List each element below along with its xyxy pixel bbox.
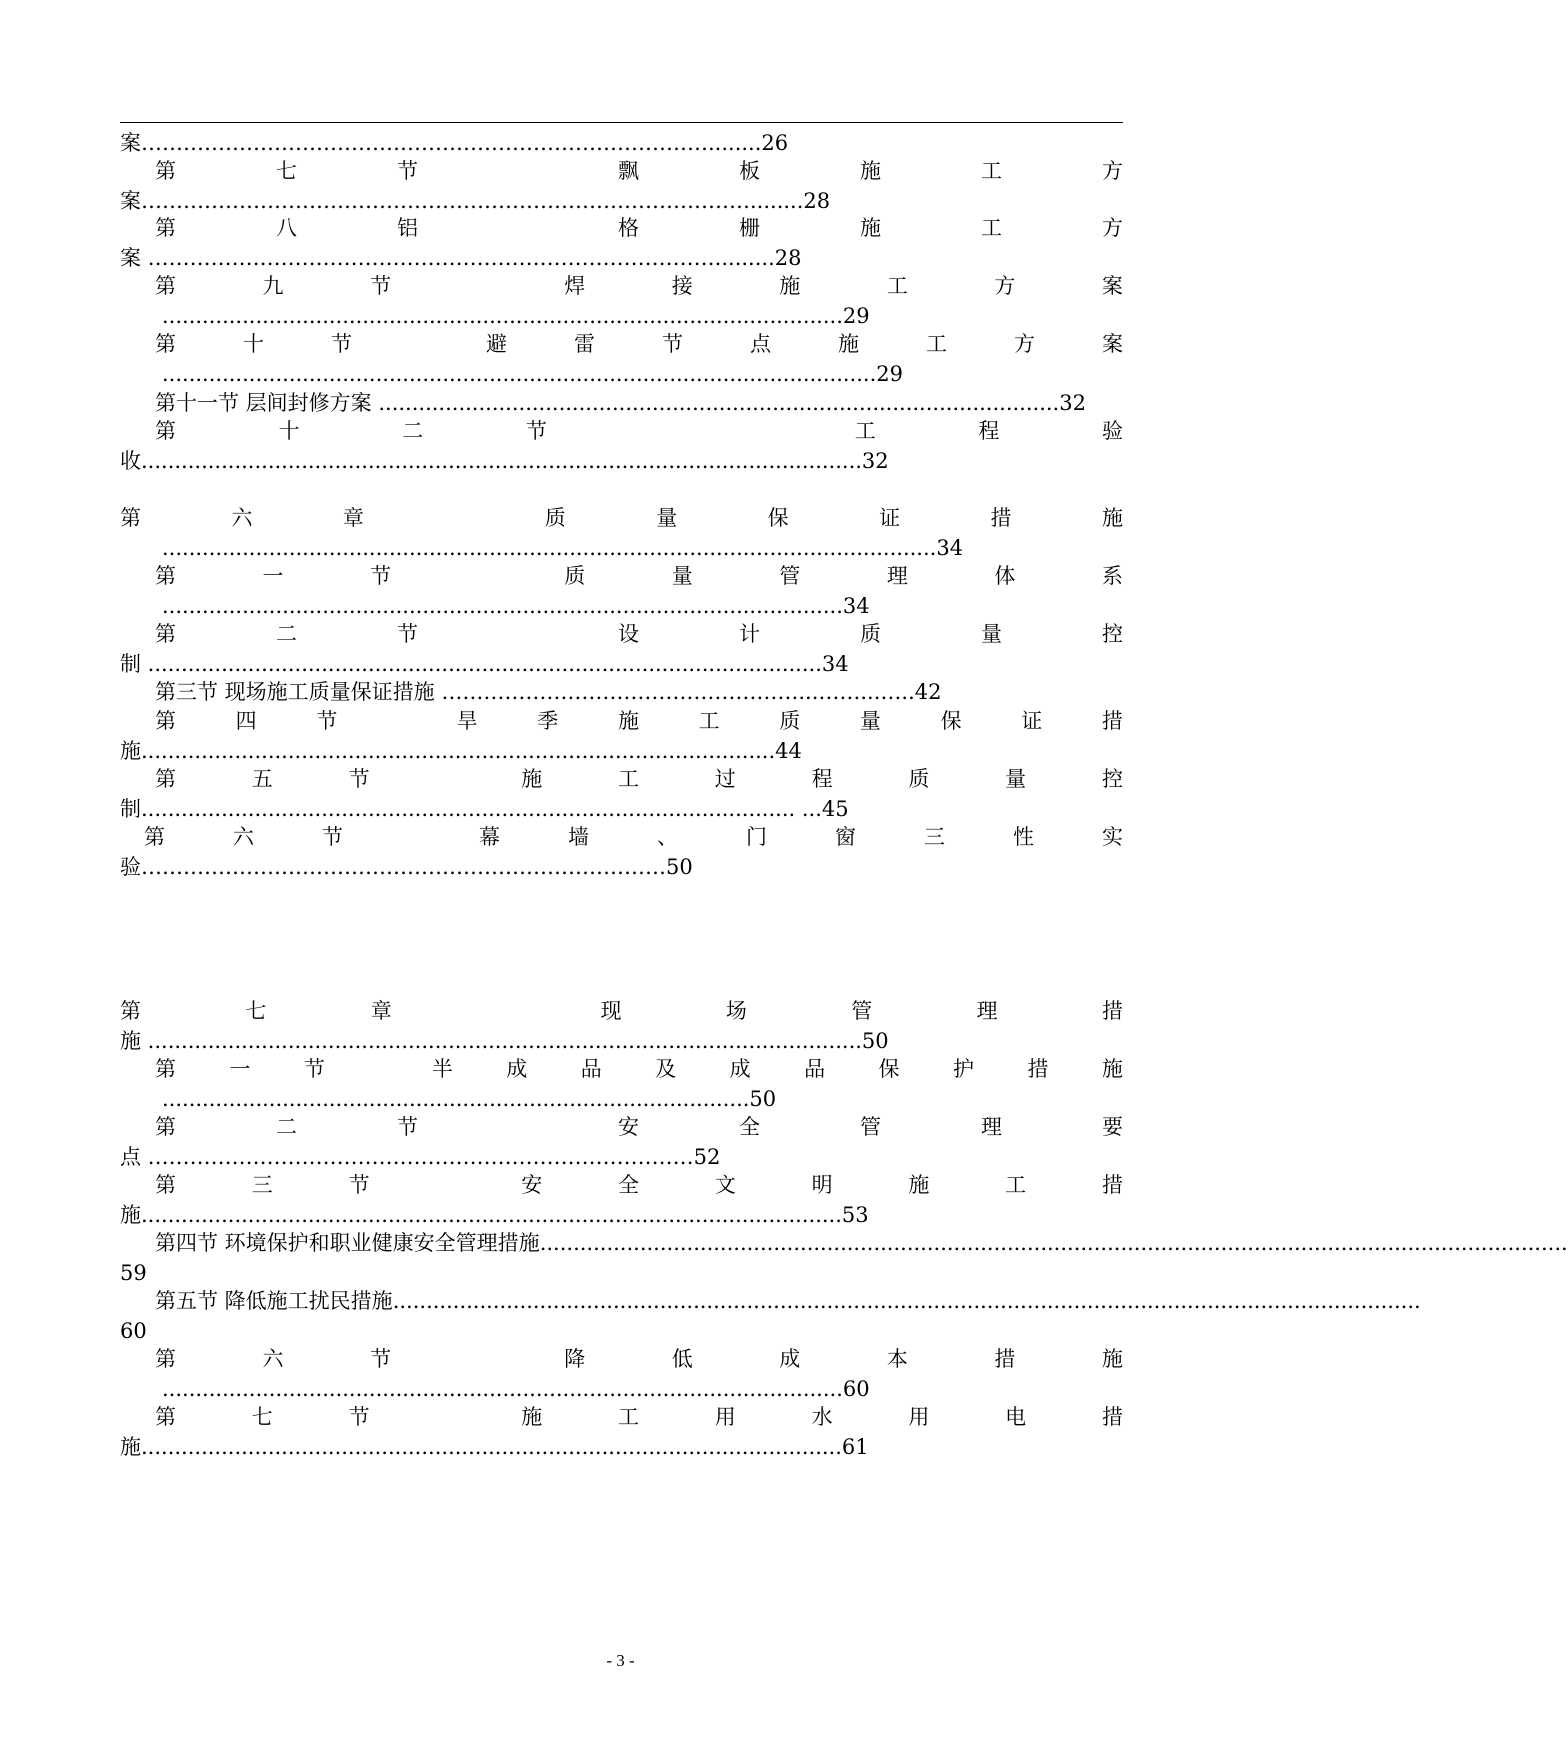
toc-entry-tail: [120, 1432, 1123, 1462]
toc-text: 九: [262, 274, 284, 298]
toc-text: 程: [811, 767, 833, 791]
toc-text: 焊: [564, 274, 586, 298]
toc-text: 第: [155, 767, 176, 791]
toc-text: 管: [851, 999, 873, 1023]
toc-text: 低: [671, 1347, 693, 1371]
toc-text: 实: [1102, 825, 1123, 849]
toc-entry-jline: [120, 561, 1123, 591]
toc-text: 质: [860, 622, 881, 646]
toc-text: 证: [1021, 709, 1043, 733]
toc-entry-tail: [120, 243, 1123, 273]
toc-text: 工: [617, 1405, 639, 1429]
toc-text: 59: [120, 1261, 147, 1285]
toc-entry-tail: [120, 736, 1123, 766]
toc-text: 施: [908, 1173, 930, 1197]
toc-entry-tail: [120, 1258, 1123, 1288]
toc-text: 节: [348, 1173, 370, 1197]
toc-text: 安: [618, 1115, 639, 1139]
toc-text: 施: [521, 1405, 543, 1429]
toc-text: 水: [811, 1405, 833, 1429]
toc-text: 雷: [574, 332, 595, 356]
toc-text: 幕: [479, 825, 500, 849]
toc-entry-jline: [120, 271, 1123, 301]
toc-text: 措: [1027, 1057, 1049, 1081]
toc-text: 案………………………………………………………………………........26: [120, 131, 789, 155]
toc-entry-tail: [120, 301, 1123, 331]
toc-text: 量: [981, 622, 1002, 646]
toc-text: 全: [739, 1115, 760, 1139]
toc-entry-jline: [120, 213, 1123, 243]
toc-text: 第: [155, 709, 176, 733]
toc-text: 旱: [456, 709, 478, 733]
toc-entry-tail: [120, 446, 1123, 476]
toc-text: 措: [1101, 1405, 1123, 1429]
toc-text: 一: [229, 1057, 251, 1081]
toc-text: 节: [316, 709, 338, 733]
toc-text: 案: [1102, 332, 1123, 356]
toc-text: 方: [1102, 159, 1123, 183]
toc-text: 及: [655, 1057, 677, 1081]
toc-text: 点 ……………………………………………………………………52: [120, 1145, 721, 1169]
toc-text: 施.........................................................................................................61: [120, 1435, 869, 1459]
toc-text: 工: [1005, 1173, 1027, 1197]
toc-text: 质: [564, 564, 586, 588]
toc-text: 管: [860, 1115, 881, 1139]
toc-text: 十: [278, 419, 300, 443]
toc-text: 章: [370, 999, 392, 1023]
toc-text: 本: [886, 1347, 908, 1371]
toc-text: 施: [860, 216, 881, 240]
toc-text: ......................................................................................................29: [162, 304, 870, 328]
toc-chapter-jline: [120, 503, 1123, 533]
toc-text: 第: [155, 332, 176, 356]
toc-text: 理: [886, 564, 908, 588]
toc-text: 点: [750, 332, 771, 356]
toc-text: ...........................................................................................................29: [162, 362, 903, 386]
toc-text: 七: [276, 159, 297, 183]
toc-text: 第三节 现场施工质量保证措施 ……………………………………………...……...…..42: [155, 680, 942, 704]
toc-text: 三: [251, 1173, 273, 1197]
toc-text: 接: [671, 274, 693, 298]
toc-text: 保: [767, 506, 789, 530]
toc-text: 品: [804, 1057, 826, 1081]
toc-text: 一: [262, 564, 284, 588]
toc-text: 控: [1101, 767, 1123, 791]
toc-text: 方: [1014, 332, 1035, 356]
toc-text: 质: [908, 767, 930, 791]
toc-text: 六: [262, 1347, 284, 1371]
toc-entry-inline: [120, 1286, 1421, 1316]
toc-text: 第: [155, 419, 176, 443]
toc-text: 系: [1101, 564, 1123, 588]
toc-text: 措: [990, 506, 1012, 530]
toc-text: 程: [978, 419, 1000, 443]
toc-text: 季: [537, 709, 559, 733]
page-number: - 3 -: [606, 1651, 635, 1670]
toc-text: 计: [739, 622, 760, 646]
toc-text: 避: [486, 332, 507, 356]
toc-entry-jline: [120, 1402, 1123, 1432]
toc-entry-tail: [120, 1316, 1123, 1346]
toc-text: 降: [564, 1347, 586, 1371]
toc-text: 八: [276, 216, 297, 240]
toc-text: 工: [981, 159, 1002, 183]
toc-entry-inline: [120, 388, 1123, 418]
toc-text: 窗: [835, 825, 856, 849]
toc-text: 用: [908, 1405, 930, 1429]
toc-text: 节: [370, 564, 392, 588]
toc-text: 节: [348, 767, 370, 791]
toc-text: 制 .....................................................................................................34: [120, 652, 849, 676]
toc-text: 施: [860, 159, 881, 183]
toc-text: 工: [698, 709, 720, 733]
toc-entry-tail: [120, 649, 1123, 679]
toc-text: ........................................................................................50: [162, 1087, 777, 1111]
toc-entry-jline: [120, 822, 1123, 852]
toc-text: 第五节 降低施工扰民措施: [155, 1289, 393, 1313]
toc-text: 工: [854, 419, 876, 443]
toc-text: ......................................................................................................34: [162, 594, 870, 618]
toc-text: 施.........................................................................................................53: [120, 1203, 869, 1227]
toc-text: 章: [342, 506, 364, 530]
toc-text: 性: [1013, 825, 1034, 849]
toc-text: 成: [506, 1057, 528, 1081]
toc-entry-jline: [120, 1112, 1123, 1142]
toc-text: 第: [155, 274, 176, 298]
toc-text: 节: [370, 1347, 392, 1371]
toc-text: 施: [617, 709, 639, 733]
toc-text: 施: [1101, 1057, 1123, 1081]
toc-text: 板: [739, 159, 760, 183]
toc-text: 飘: [618, 159, 639, 183]
toc-text: 第: [155, 622, 176, 646]
toc-text: 第四节 环境保护和职业健康安全管理措施: [155, 1231, 540, 1255]
toc-text: 第: [120, 506, 141, 530]
toc-text: 节: [348, 1405, 370, 1429]
toc-text: 第: [120, 999, 141, 1023]
toc-text: 过: [714, 767, 736, 791]
toc-entry-jline: [120, 764, 1123, 794]
toc-entry-jline: [120, 329, 1123, 359]
toc-text: 案: [1101, 274, 1123, 298]
toc-text: 施: [521, 767, 543, 791]
toc-entry-tail: [120, 1084, 1123, 1114]
toc-text: 六: [231, 506, 253, 530]
toc-text: 现: [600, 999, 622, 1023]
toc-text: 验…………………………………………………………………50: [120, 855, 693, 879]
toc-text: 第: [155, 1347, 176, 1371]
header-rule: [120, 122, 1123, 123]
toc-entry-jline: [120, 1054, 1123, 1084]
toc-entry-inline: [120, 677, 1123, 707]
toc-text: 量: [671, 564, 693, 588]
toc-text: 方: [994, 274, 1016, 298]
toc-text: 制.................................................................................................. ...45: [120, 797, 849, 821]
toc-entry-tail: [120, 1374, 1123, 1404]
toc-text: 全: [617, 1173, 639, 1197]
toc-text: 量: [656, 506, 678, 530]
toc-text: 措: [1102, 999, 1123, 1023]
toc-text: 保: [878, 1057, 900, 1081]
toc-text: 铝: [397, 216, 418, 240]
toc-text: 体: [994, 564, 1016, 588]
toc-text: 护: [952, 1057, 974, 1081]
toc-text: 二: [402, 419, 424, 443]
toc-text: 十: [243, 332, 264, 356]
toc-text: 收............................................................................................................32: [120, 449, 889, 473]
toc-text: 控: [1102, 622, 1123, 646]
toc-entry-jline: [120, 619, 1123, 649]
toc-text: 明: [811, 1173, 833, 1197]
toc-entry-tail: [120, 1142, 1123, 1172]
toc-entry-tail: [120, 128, 1123, 158]
toc-text: 第: [155, 216, 176, 240]
toc-text: 保: [940, 709, 962, 733]
toc-text: 第: [155, 159, 176, 183]
toc-text: 第: [155, 1057, 176, 1081]
toc-entry-jline: [120, 1170, 1123, 1200]
toc-text: 第: [144, 825, 165, 849]
toc-entry-tail: [120, 852, 1123, 882]
toc-text: 节: [331, 332, 352, 356]
toc-text: 用: [714, 1405, 736, 1429]
toc-text: 案 ……………………………………………………………………….........28: [120, 246, 802, 270]
toc-text: 理: [981, 1115, 1002, 1139]
toc-entry-tail: [120, 1200, 1123, 1230]
toc-text: ......................................................................................................60: [162, 1377, 870, 1401]
toc-entry-tail: [120, 1026, 1123, 1056]
toc-text: 设: [618, 622, 639, 646]
toc-entry-jline: [120, 706, 1123, 736]
toc-text: 六: [233, 825, 254, 849]
toc-entry-jline: [120, 1344, 1123, 1374]
toc-text: 安: [521, 1173, 543, 1197]
toc-text: 文: [714, 1173, 736, 1197]
toc-text: 二: [276, 1115, 297, 1139]
toc-text: 工: [981, 216, 1002, 240]
toc-text: 第: [155, 564, 176, 588]
toc-text: 、: [657, 825, 678, 849]
toc-text: 第: [155, 1115, 176, 1139]
toc-text: ....................................................................................................................34: [162, 536, 964, 560]
toc-text: 成: [779, 1347, 801, 1371]
toc-text: 节: [303, 1057, 325, 1081]
toc-text: 节: [662, 332, 683, 356]
toc-text: 七: [245, 999, 267, 1023]
toc-text: 品: [580, 1057, 602, 1081]
toc-text: 方: [1102, 216, 1123, 240]
toc-text: 施: [1101, 506, 1123, 530]
toc-text: 量: [1005, 767, 1027, 791]
toc-text: 第: [155, 1405, 176, 1429]
toc-text: 工: [617, 767, 639, 791]
toc-entry-tail: [120, 533, 1123, 563]
toc-entry-jline: [120, 156, 1123, 186]
toc-text: 施: [838, 332, 859, 356]
toc-text: 施 ...........................................................................................................50: [120, 1029, 889, 1053]
dot-leader: ..........................................................................................................................................................: [392, 1289, 1421, 1313]
dot-leader: ..........................................................................................................................................................: [539, 1231, 1568, 1255]
toc-entry-tail: [120, 359, 1123, 389]
toc-text: 质: [544, 506, 566, 530]
toc-chapter-jline: [120, 996, 1123, 1026]
toc-entry-tail: [120, 591, 1123, 621]
toc-text: 理: [976, 999, 998, 1023]
toc-text: 场: [725, 999, 747, 1023]
toc-text: 节: [397, 1115, 418, 1139]
toc-text: 第: [155, 1173, 176, 1197]
toc-text: 节: [397, 622, 418, 646]
toc-text: 证: [879, 506, 901, 530]
toc-text: 节: [397, 159, 418, 183]
toc-entry-tail: [120, 186, 1123, 216]
toc-text: 栅: [739, 216, 760, 240]
toc-text: 电: [1005, 1405, 1027, 1429]
toc-entry-inline: [120, 1228, 1568, 1258]
toc-text: 施: [1101, 1347, 1123, 1371]
toc-text: 成: [729, 1057, 751, 1081]
toc-text: 施: [779, 274, 801, 298]
toc-text: 措: [1101, 709, 1123, 733]
toc-text: 节: [370, 274, 392, 298]
toc-text: 第十一节 层间封修方案 ......................................................................................................32: [155, 391, 1086, 415]
toc-text: 工: [886, 274, 908, 298]
toc-text: 墙: [568, 825, 589, 849]
toc-text: 七: [251, 1405, 273, 1429]
toc-text: 要: [1102, 1115, 1123, 1139]
toc-text: 质: [779, 709, 801, 733]
toc-text: 四: [235, 709, 257, 733]
toc-text: 验: [1102, 419, 1123, 443]
toc-text: 施...............................................................................................44: [120, 739, 802, 763]
toc-text: 二: [276, 622, 297, 646]
toc-text: 工: [926, 332, 947, 356]
toc-text: 半: [431, 1057, 453, 1081]
toc-entry-jline: [120, 416, 1123, 446]
toc-text: 量: [859, 709, 881, 733]
toc-text: 措: [1101, 1173, 1123, 1197]
toc-text: 60: [120, 1319, 147, 1343]
toc-entry-tail: [120, 794, 1123, 824]
toc-text: 案……………………………………………………………………………........28: [120, 189, 831, 213]
toc-text: 三: [924, 825, 945, 849]
toc-text: 管: [779, 564, 801, 588]
toc-text: 五: [251, 767, 273, 791]
toc-text: 格: [618, 216, 639, 240]
toc-text: 节: [322, 825, 343, 849]
toc-text: 门: [746, 825, 767, 849]
toc-text: 节: [525, 419, 547, 443]
toc-text: 措: [994, 1347, 1016, 1371]
